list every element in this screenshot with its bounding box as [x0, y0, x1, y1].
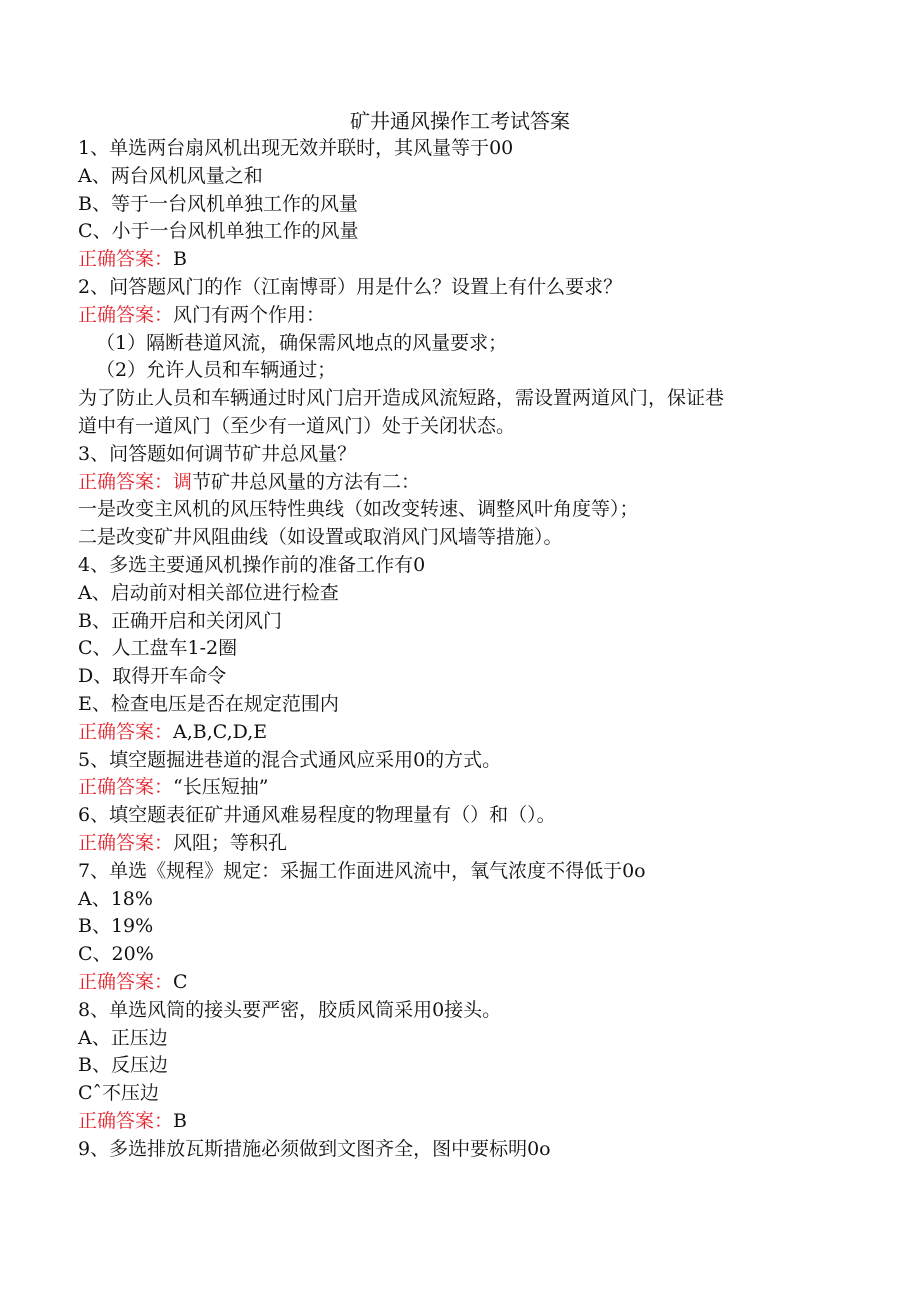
- answer-line: [78, 830, 838, 858]
- answer-line: [78, 774, 838, 802]
- line-text: 二是改变矿井风阻曲线（如设置或取消风门风墙等措施）。: [78, 526, 563, 549]
- line-text: C、人工盘车1-2圈: [78, 637, 238, 660]
- line-text: A、18%: [78, 887, 153, 910]
- text-line: [78, 997, 838, 1025]
- answer-text: B: [173, 1109, 187, 1132]
- text-line: [78, 385, 838, 413]
- text-line: [78, 663, 838, 691]
- text-line: [78, 608, 838, 636]
- line-text: 道中有一道风门（至少有一道风门）处于关闭状态。: [78, 414, 516, 437]
- text-line: [78, 441, 838, 469]
- answer-line: [78, 969, 838, 997]
- line-text: 6、填空题表征矿井通风难易程度的物理量有（）和（）。: [78, 804, 556, 827]
- text-line: [78, 357, 838, 385]
- text-line: [78, 496, 838, 524]
- text-line: [78, 163, 838, 191]
- line-text: 9、多选排放瓦斯措施必须做到文图齐全，图中要标明0o: [78, 1137, 551, 1160]
- text-line: [78, 1136, 838, 1164]
- line-text: 4、多选主要通风机操作前的准备工作有0: [78, 553, 426, 576]
- line-text: 7、单选《规程》规定：采掘工作面进风流中，氧气浓度不得低于0o: [78, 859, 646, 882]
- answer-text: A,B,C,D,E: [173, 720, 268, 743]
- line-text: C、小于一台风机单独工作的风量: [78, 220, 359, 243]
- text-line: [78, 330, 838, 358]
- text-line: [78, 552, 838, 580]
- text-line: [78, 1080, 838, 1108]
- document-title: 矿井通风操作工考试答案: [350, 109, 570, 133]
- answer-text: 节矿井总风量的方法有二：: [192, 470, 421, 493]
- text-line: [78, 135, 838, 163]
- answer-label: 正确答案：: [78, 303, 174, 326]
- line-text: 3、问答题如何调节矿井总风量？: [78, 442, 357, 465]
- line-text: 一是改变主风机的风压特性典线（如改变转速、调整风叶角度等）；: [78, 498, 639, 521]
- line-text: （2）允许人员和车辆通过；: [96, 359, 337, 382]
- line-text: D、取得开车命令: [78, 665, 227, 688]
- text-line: [78, 886, 838, 914]
- line-text: B、反压边: [78, 1054, 168, 1077]
- text-line: [78, 580, 838, 608]
- line-text: Cˆ不压边: [78, 1082, 160, 1105]
- answer-label: 正确答案：: [78, 248, 174, 271]
- text-line: [78, 274, 838, 302]
- answer-label: 正确答案：: [78, 1109, 174, 1132]
- answer-label: 正确答案：: [78, 831, 174, 854]
- line-text: E、检查电压是否在规定范围内: [78, 692, 339, 715]
- text-line: [78, 941, 838, 969]
- answer-text: 风门有两个作用：: [173, 303, 326, 326]
- text-line: [78, 524, 838, 552]
- line-text: A、启动前对相关部位进行检查: [78, 581, 339, 604]
- text-line: [78, 858, 838, 886]
- text-line: [78, 1052, 838, 1080]
- answer-text: C: [173, 970, 188, 993]
- text-line: [78, 802, 838, 830]
- line-text: 2、问答题风门的作（江南博哥）用是什么？设置上有什么要求？: [78, 275, 623, 298]
- line-text: B、19%: [78, 915, 154, 938]
- answer-line: [78, 302, 838, 330]
- line-text: 为了防止人员和车辆通过时风门启开造成风流短路，需设置两道风门，保证巷: [78, 387, 725, 410]
- answer-text: B: [173, 248, 187, 271]
- line-text: （1）隔断巷道风流，确保需风地点的风量要求；: [96, 331, 508, 354]
- line-text: B、正确开启和关闭风门: [78, 609, 282, 632]
- text-line: [78, 413, 838, 441]
- answer-text: 风阻；等积孔: [173, 831, 288, 854]
- line-text: A、正压边: [78, 1026, 168, 1049]
- answer-line: [78, 1108, 838, 1136]
- answer-label: 正确答案：: [78, 776, 174, 799]
- answer-line: [78, 469, 838, 497]
- text-line: [78, 191, 838, 219]
- answer-label: 正确答案：: [78, 720, 174, 743]
- line-text: A、两台风机风量之和: [78, 164, 263, 187]
- answer-text: “长压短抽”: [173, 776, 269, 799]
- text-line: [78, 635, 838, 663]
- answer-label: 正确答案：调: [78, 470, 193, 493]
- document-body: [78, 135, 838, 1163]
- line-text: B、等于一台风机单独工作的风量: [78, 192, 358, 215]
- line-text: 5、填空题掘进巷道的混合式通风应采用0的方式。: [78, 748, 502, 771]
- text-line: [78, 218, 838, 246]
- answer-label: 正确答案：: [78, 970, 174, 993]
- line-text: 1、单选两台扇风机出现无效并联时，其风量等于00: [78, 137, 514, 159]
- answer-line: [78, 719, 838, 747]
- text-line: [78, 691, 838, 719]
- line-text: 8、单选风筒的接头要严密，胶质风筒采用0接头。: [78, 998, 502, 1021]
- answer-line: [78, 246, 838, 274]
- text-line: [78, 1025, 838, 1053]
- text-line: [78, 747, 838, 775]
- line-text: C、20%: [78, 943, 154, 966]
- text-line: [78, 913, 838, 941]
